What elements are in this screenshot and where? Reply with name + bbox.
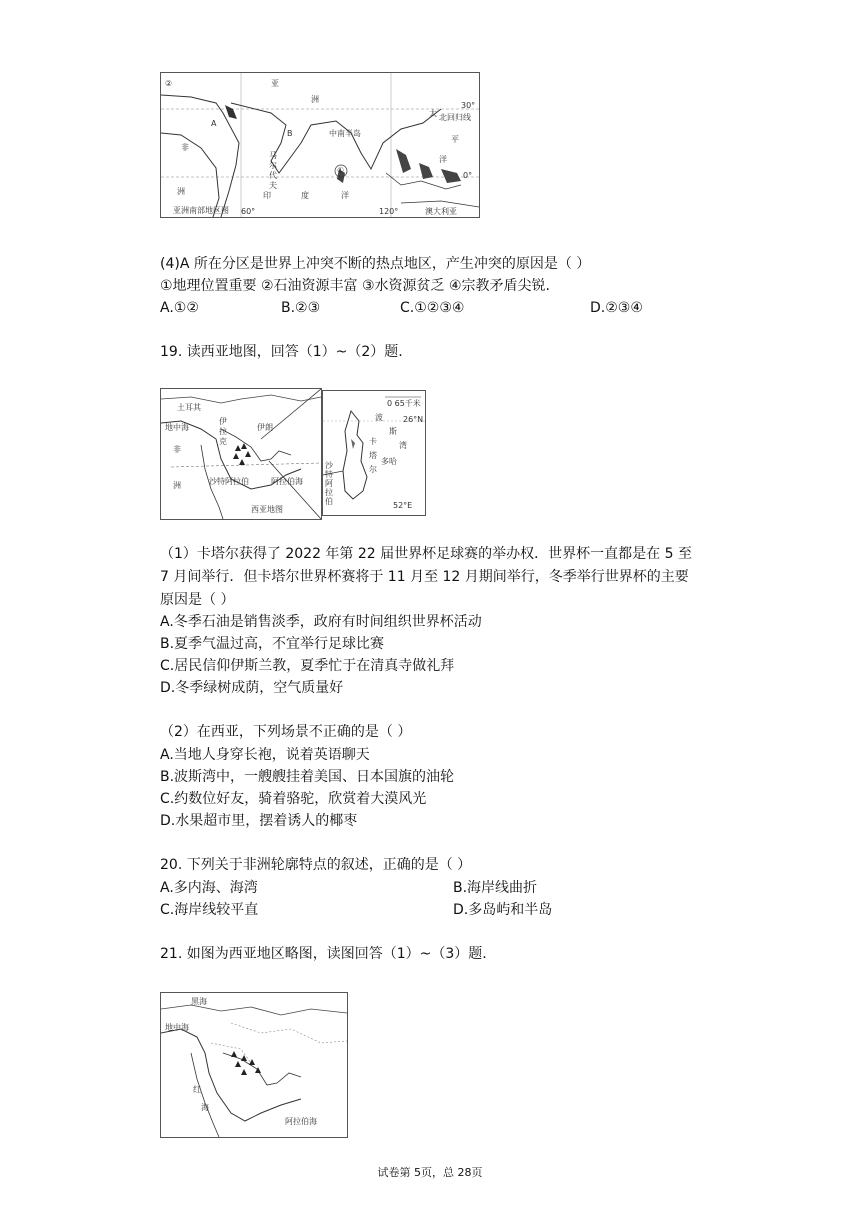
q20-option-d: D.多岛屿和半岛 — [453, 902, 553, 918]
q19-sub1-line2: 7 月间举行．但卡塔尔世界杯赛将于 11 月至 12 月期间举行，冬季举行世界杯的主要 — [160, 569, 689, 585]
qi-qatar-2: 塔 — [369, 451, 377, 460]
q20-option-b: B.海岸线曲折 — [453, 880, 538, 896]
map1-mark-2: ② — [165, 79, 173, 88]
qi-gulf-3: 湾 — [399, 441, 407, 450]
qi-scale: 0 65千米 — [387, 399, 421, 408]
q19-sub2-option-c: C.约数位好友，骑着骆驼，欣赏着大漠风光 — [160, 791, 427, 807]
wa-africa-1: 非 — [173, 445, 181, 454]
q19-sub2-option-a: A.当地人身穿长袍，说着英语聊天 — [160, 747, 370, 763]
west-asia-map — [160, 388, 322, 520]
map1-asia-2: 洲 — [311, 95, 319, 104]
qi-gulf-2: 斯 — [389, 427, 397, 436]
page-footer: 试卷第 5页，总 28页 — [377, 1166, 483, 1179]
wa-africa-2: 洲 — [173, 481, 181, 490]
q18-4-stem: (4)A 所在分区是世界上冲突不断的热点地区，产生冲突的原因是（ ） — [160, 256, 591, 272]
q19-sub1-option-d: D.冬季绿树成荫，空气质量好 — [160, 680, 344, 696]
qi-gulf-1: 波 — [375, 413, 383, 422]
map1-region-a: A — [211, 119, 217, 128]
wa-iran: 伊朗 — [257, 423, 273, 432]
w21-mediterranean: 地中海 — [165, 1023, 189, 1032]
wa-caption: 西亚地图 — [251, 505, 283, 514]
w21-arabian-sea: 阿拉伯海 — [285, 1117, 317, 1126]
wa-turkey: 土耳其 — [177, 403, 201, 412]
map1-maldives-4: 夫 — [269, 181, 277, 190]
map1-lon60: 60° — [241, 207, 256, 216]
q18-4-option-b: B.②③ — [281, 300, 321, 316]
map1-indochina: 中南半岛 — [329, 129, 361, 138]
q19-sub2-option-b: B.波斯湾中，一艘艘挂着美国、日本国旗的油轮 — [160, 769, 455, 785]
map1-australia: 澳大利亚 — [425, 207, 457, 216]
map1-pacific-1: 太 — [429, 109, 437, 118]
map1-region-b: B — [287, 129, 293, 138]
q20-stem: 20. 下列关于非洲轮廓特点的叙述，正确的是（ ） — [160, 857, 472, 873]
q19-sub1-line3: 原因是（ ） — [160, 592, 235, 608]
qi-lon52: 52°E — [393, 501, 413, 510]
map1-mark-1: ① — [337, 166, 345, 175]
q18-4-option-c: C.①②③④ — [400, 300, 465, 316]
wa-iraq-1: 伊 — [219, 417, 227, 426]
q20-option-c: C.海岸线较平直 — [160, 902, 259, 918]
q19-sub2-stem: （2）在西亚，下列场景不正确的是（ ） — [160, 724, 412, 740]
q19-sub1-line1: （1）卡塔尔获得了 2022 年第 22 届世界杯足球赛的举办权．世界杯一直都是在 5 至 — [160, 546, 692, 562]
map1-africa-1: 非 — [181, 143, 189, 152]
qi-qatar-3: 尔 — [369, 465, 377, 474]
q18-4-statements: ①地理位置重要 ②石油资源丰富 ③水资源贫乏 ④宗教矛盾尖锐. — [160, 278, 551, 294]
q19-stem: 19. 读西亚地图，回答（1）~（2）题. — [160, 344, 403, 360]
wa-iraq-3: 克 — [219, 437, 227, 446]
q21-stem: 21. 如图为西亚地区略图，读图回答（1）~（3）题. — [160, 946, 487, 962]
map1-africa-2: 洲 — [177, 187, 185, 196]
map1-maldives-1: 马 — [269, 151, 277, 160]
qi-qatar-1: 卡 — [369, 437, 377, 446]
west-asia-sketch-drawing — [161, 993, 347, 1137]
south-asia-map — [160, 72, 480, 218]
map1-maldives-2: 尔 — [269, 161, 277, 170]
wa-saudi: 沙特阿拉伯 — [209, 477, 249, 486]
map1-asia-1: 亚 — [271, 79, 279, 88]
map1-maldives-3: 代 — [269, 171, 277, 180]
q18-4-option-d: D.②③④ — [590, 300, 643, 316]
map1-lat30: 30° — [461, 101, 476, 110]
w21-red-sea-1: 红 — [193, 1085, 201, 1094]
wa-arabian-sea: 阿拉伯海 — [271, 477, 303, 486]
map1-pacific-3: 洋 — [439, 155, 447, 164]
q19-sub2-option-d: D.水果超市里，摆着诱人的椰枣 — [160, 813, 358, 829]
wa-mediterranean: 地中海 — [165, 423, 189, 432]
q19-sub1-option-c: C.居民信仰伊斯兰教，夏季忙于在清真寺做礼拜 — [160, 658, 455, 674]
map1-lon120: 120° — [379, 207, 399, 216]
map1-caption: 亚洲南部地区图 — [173, 206, 229, 215]
map1-india-ocean-2: 度 — [301, 191, 309, 200]
map1-lat0: 0° — [463, 171, 473, 180]
south-asia-map-drawing — [161, 73, 479, 217]
q19-sub1-option-a: A.冬季石油是销售淡季，政府有时间组织世界杯活动 — [160, 614, 482, 630]
map1-tropic: 北回归线 — [439, 113, 471, 122]
w21-red-sea-2: 海 — [201, 1103, 209, 1112]
wa-iraq-2: 拉 — [219, 427, 227, 436]
w21-black-sea: 黑海 — [191, 997, 207, 1006]
q18-4-option-a: A.①② — [160, 300, 199, 316]
q19-sub1-option-b: B.夏季气温过高，不宜举行足球比赛 — [160, 636, 385, 652]
q20-option-a: A.多内海、海湾 — [160, 880, 258, 896]
qi-lat26: 26°N — [403, 415, 424, 424]
map1-pacific-2: 平 — [451, 135, 459, 144]
map1-india-ocean-1: 印 — [263, 191, 271, 200]
qi-doha: 多哈 — [381, 457, 397, 466]
qi-saudi: 沙特阿拉伯 — [325, 461, 333, 506]
map1-india-ocean-3: 洋 — [341, 191, 349, 200]
west-asia-sketch-map — [160, 992, 348, 1138]
qatar-inset-map — [322, 390, 426, 516]
